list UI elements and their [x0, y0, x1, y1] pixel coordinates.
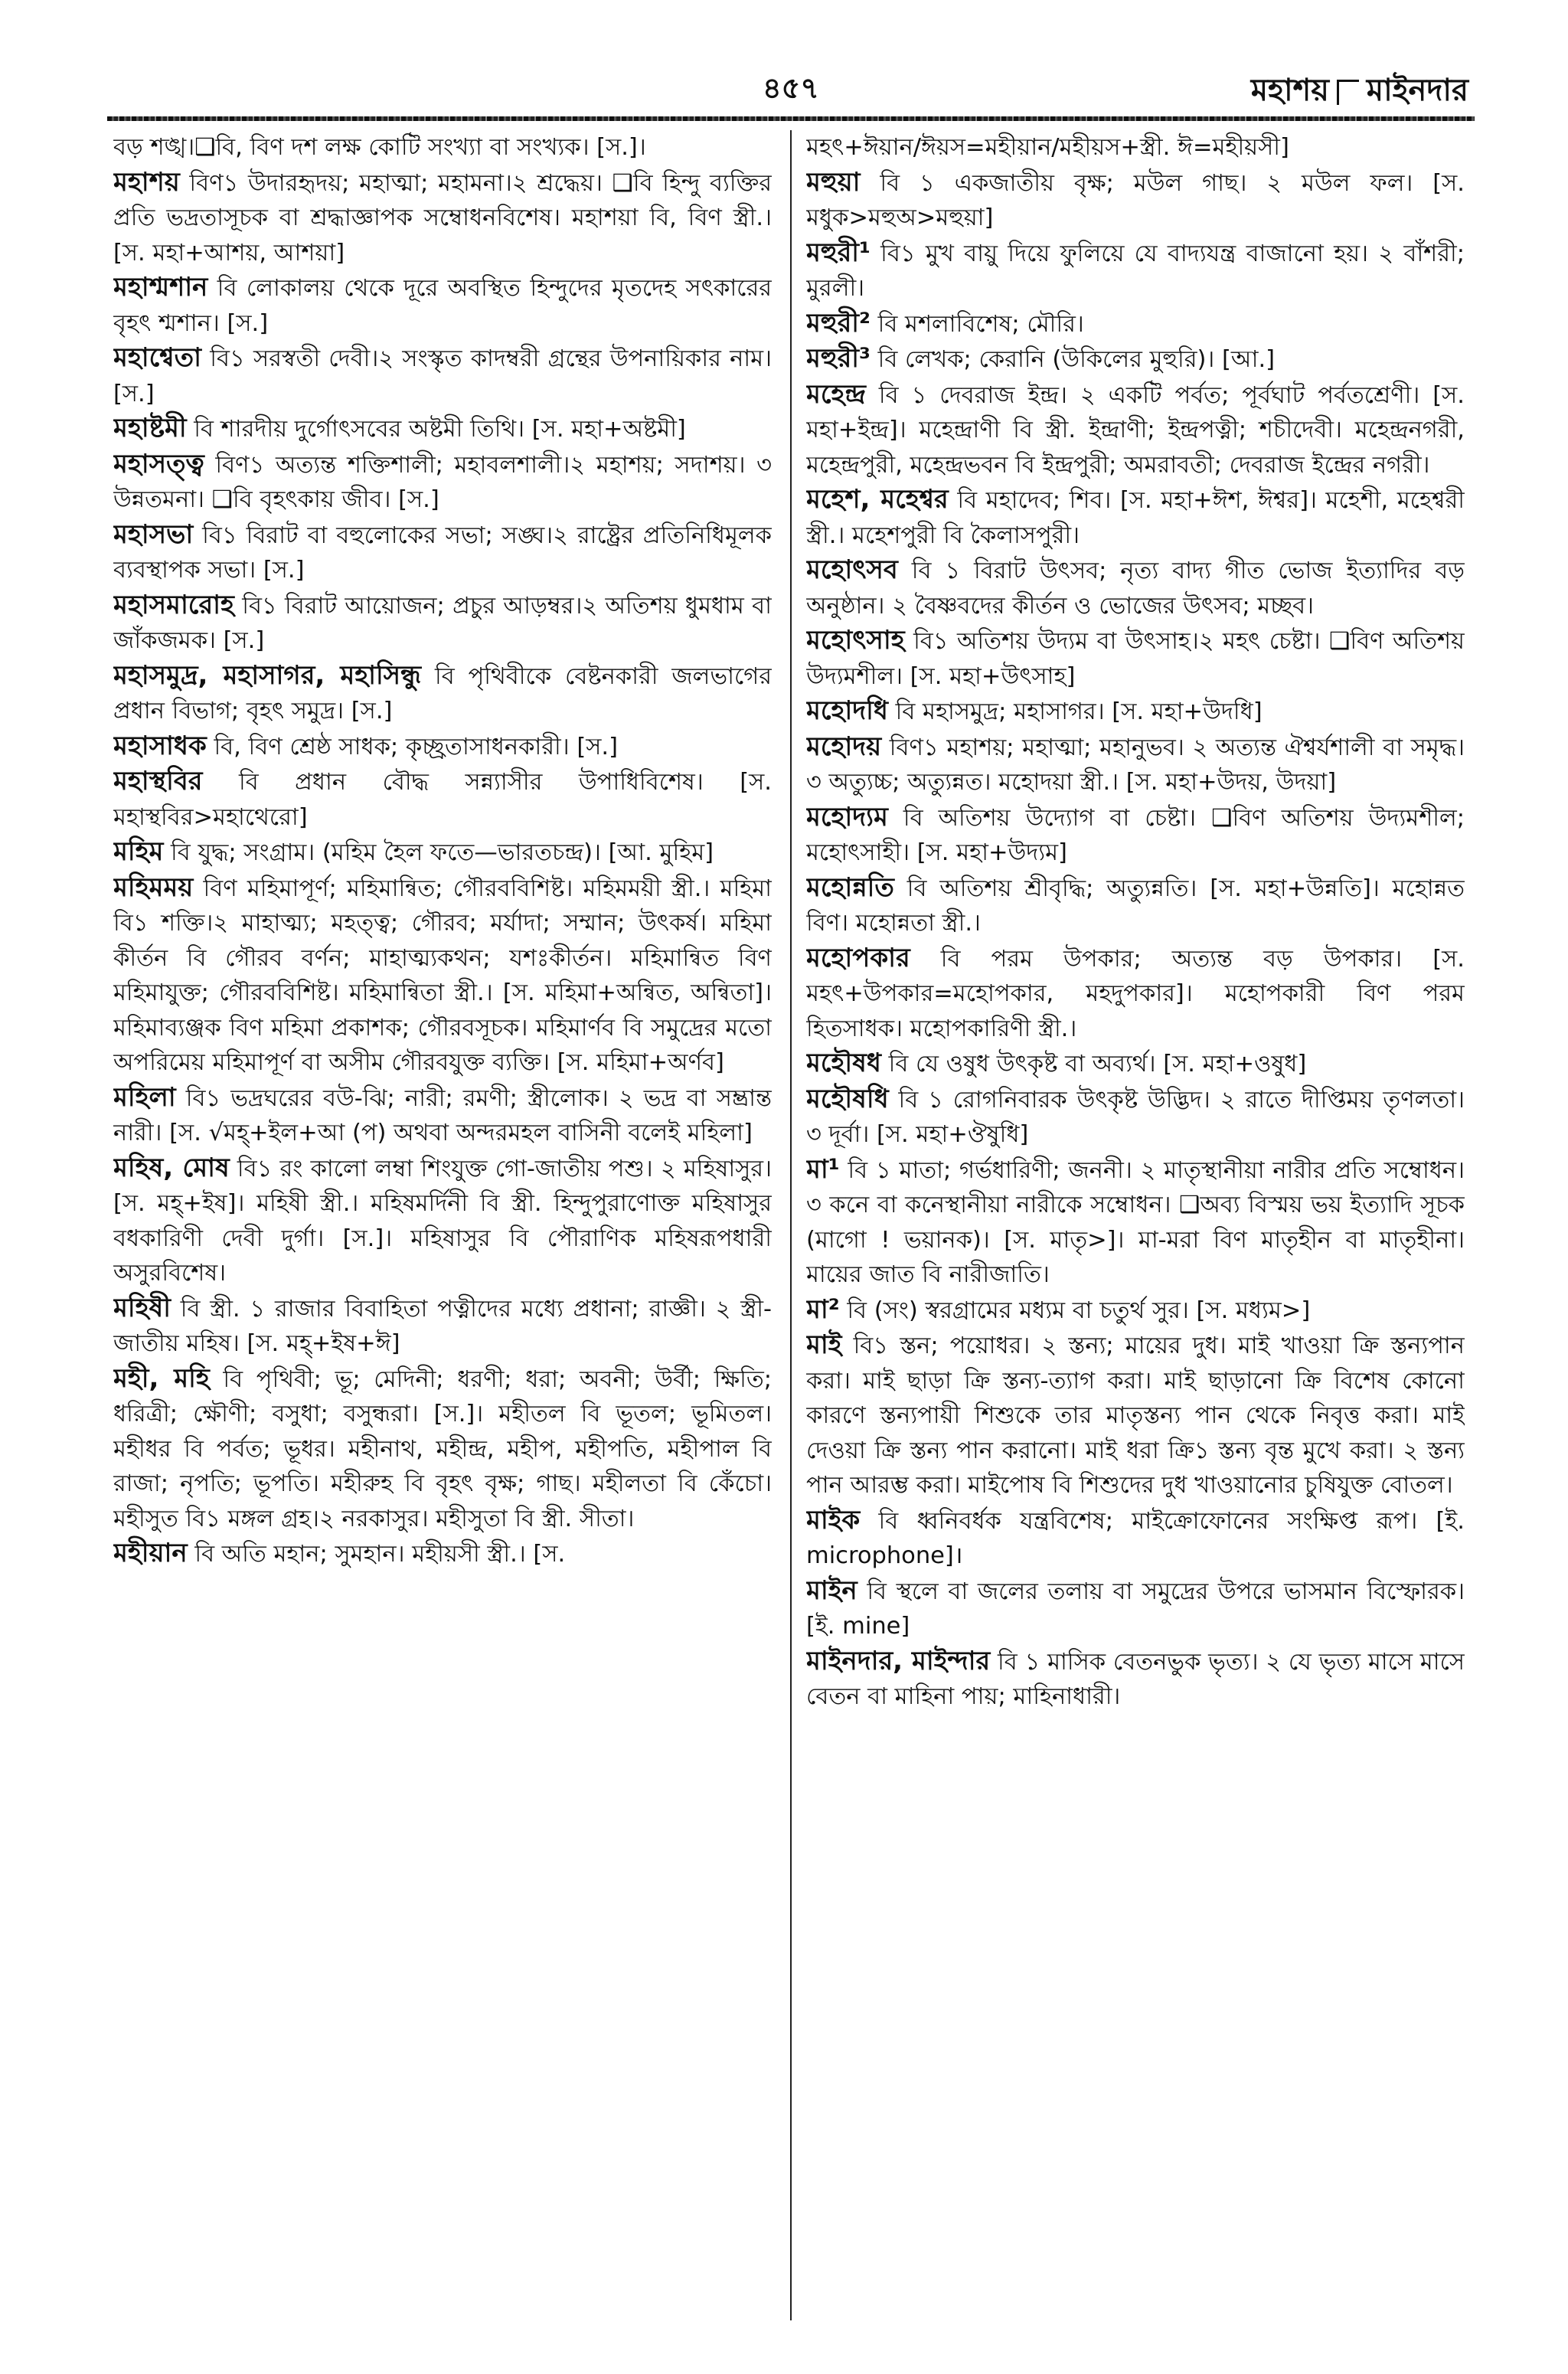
- entry-headword: মহিম: [113, 836, 164, 867]
- entry-headword: মহাশয়: [113, 166, 180, 198]
- dictionary-entry: [806, 378, 1465, 483]
- entry-headword: মহোৎসাহ: [806, 625, 905, 656]
- entry-definition: বি লেখক; কেরানি (উকিলের মুহুরি)। [আ.]: [870, 346, 1276, 373]
- entry-headword: মহাষ্টমী: [113, 413, 187, 443]
- entry-headword: মাইন: [806, 1574, 858, 1606]
- dictionary-entry: [113, 130, 772, 165]
- dictionary-entry: [806, 306, 1465, 342]
- entry-headword: মহুয়া: [806, 166, 861, 198]
- dictionary-entry: [113, 447, 772, 518]
- dictionary-entry: [113, 1536, 772, 1572]
- dictionary-entry: [113, 518, 772, 588]
- entry-definition: বি, বিণ শ্রেষ্ঠ সাধক; কৃচ্ছ্রতাসাধনকারী। [স.]: [206, 733, 619, 760]
- entry-definition: বিণ মহিমাপূর্ণ; মহিমান্বিত; গৌরববিশিষ্ট। মহিমময়ী স্ত্রী.। মহিমা বি১ শক্তি।২ মাহাত্ম্য; মহত্ত্ব; গৌরব; মর্যাদা; সম্মান; উৎকর্ষ। মহিমা কীর্তন বি গৌরব বর্ণন; মাহাত্ম্যকথন; যশঃকীর্তন। মহিমান্বিত বিণ মহিমাযুক্ত; গৌরববিশিষ্ট। মহিমান্বিতা স্ত্রী.। [স. মহিমা+অন্বিত, অন্বিতা]। মহিমাব্যঞ্জক বিণ মহিমা প্রকাশক; গৌরবসূচক। মহিমার্ণব বি সমুদ্রের মতো অপরিমেয় মহিমাপূর্ণ বা অসীম গৌরবযুক্ত ব্যক্তি। [স. মহিমা+অর্ণব]: [113, 875, 772, 1076]
- dictionary-entry: [806, 236, 1465, 306]
- entry-definition: বি ধ্বনিবর্ধক যন্ত্রবিশেষ; মাইক্রোফোনের সংক্ষিপ্ত রূপ। [ই. microphone]।: [806, 1507, 1465, 1569]
- dictionary-entry: [113, 1151, 772, 1291]
- running-head-separator: [1337, 80, 1359, 105]
- running-head-last-word: মাইনদার: [1366, 73, 1468, 108]
- entry-definition: বি১ অতিশয় উদ্যম বা উৎসাহ।২ মহৎ চেষ্টা। ❑বিণ অতিশয় উদ্যমশীল। [স. মহা+উৎসাহ]: [806, 628, 1465, 690]
- entry-headword: মহীয়ান: [113, 1538, 188, 1568]
- entry-definition: বি১ সরস্বতী দেবী।২ সংস্কৃত কাদম্বরী গ্রন্থের উপনায়িকার নাম। [স.]: [113, 345, 772, 407]
- page-header: [113, 61, 1468, 115]
- entry-headword: মহোৎসব: [806, 554, 898, 585]
- entry-definition: বি ১ মাতা; গর্ভধারিণী; জননী। ২ মাতৃস্থানীয়া নারীর প্রতি সম্বোধন। ৩ কনে বা কনেস্থানীয়া নারীকে সম্বোধন। ❑অব্য বিস্ময় ভয় ইত্যাদি সূচক (মাগো ! ভয়ানক)। [স. মাতৃ>]। মা-মরা বিণ মাতৃহীন বা মাতৃহীনা। মায়ের জাত বি নারীজাতি।: [806, 1156, 1465, 1288]
- column-divider: [790, 130, 792, 2320]
- entry-headword: মাই: [806, 1329, 842, 1360]
- dictionary-entry: [113, 270, 772, 341]
- dictionary-entry: [113, 871, 772, 1081]
- entry-definition: বি (সং) স্বরগ্রামের মধ্যম বা চতুর্থ সুর। [স. মধ্যম>]: [839, 1297, 1311, 1324]
- entry-headword: মহিষ, মোষ: [113, 1152, 230, 1183]
- dictionary-entry: [113, 411, 772, 447]
- entry-headword: মহেন্দ্র: [806, 378, 866, 410]
- dictionary-entry: [806, 1046, 1465, 1082]
- dictionary-entry: [806, 1153, 1465, 1293]
- entry-definition: বড় শঙ্খ।❑বি, বিণ দশ লক্ষ কোটি সংখ্যা বা সংখ্যক। [স.]।: [113, 134, 646, 161]
- entry-headword: মহাশ্মশান: [113, 272, 208, 302]
- dictionary-entry: [806, 871, 1465, 941]
- entry-definition: বি মহাদেব; শিব। [স. মহা+ঈশ, ঈশ্বর]। মহেশী, মহেশ্বরী স্ত্রী.। মহেশপুরী বি কৈলাসপুরী।: [806, 487, 1465, 549]
- entry-headword: মহোদ্যম: [806, 801, 888, 832]
- dictionary-entry: [806, 342, 1465, 378]
- entry-definition: বি১ মুখ বায়ু দিয়ে ফুলিয়ে যে বাদ্যযন্ত্র বাজানো হয়। ২ বাঁশরী; মুরলী।: [806, 240, 1465, 302]
- entry-headword: মহাসাধক: [113, 730, 207, 761]
- entry-headword: মহোন্নতি: [806, 871, 894, 903]
- entry-headword: মহিলা: [113, 1081, 176, 1113]
- entry-headword: মহাস্থবির: [113, 766, 203, 796]
- dictionary-entry: [806, 130, 1465, 165]
- dictionary-entry: [806, 1644, 1465, 1715]
- entry-definition: বি১ স্তন; পয়োধর। ২ স্তন্য; মায়ের দুধ। মাই খাওয়া ক্রি স্তন্যপান করা। মাই ছাড়া ক্রি স্তন্য-ত্যাগ করা। মাই ছাড়ানো ক্রি বিশেষ কোনো কারণে স্তন্যপায়ী শিশুকে তার মাতৃস্তন্য পান থেকে নিবৃত্ত করা। মাই দেওয়া ক্রি স্তন্য পান করানো। মাই ধরা ক্রি১ স্তন্য বৃন্ত মুখে করা। ২ স্তন্য পান আরম্ভ করা। মাইপোষ বি শিশুদের দুধ খাওয়ানোর চুষিযুক্ত বোতল।: [806, 1333, 1465, 1499]
- dictionary-entry: [113, 835, 772, 871]
- dictionary-entry: [806, 730, 1465, 800]
- dictionary-entry: [806, 941, 1465, 1047]
- entry-definition: বিণ১ অত্যন্ত শক্তিশালী; মহাবলশালী।২ মহাশয়; সদাশয়। ৩ উন্নতমনা। ❑বি বৃহৎকায় জীব। [স.]: [113, 451, 772, 513]
- dictionary-entry: [113, 341, 772, 411]
- entry-definition: বি ১ মাসিক বেতনভুক ভৃত্য। ২ যে ভৃত্য মাসে মাসে বেতন বা মাহিনা পায়; মাহিনাধারী।: [806, 1648, 1465, 1710]
- entry-headword: মহেশ, মহেশ্বর: [806, 484, 949, 515]
- dictionary-entry: [113, 1081, 772, 1151]
- entry-headword: মা²: [806, 1293, 840, 1325]
- header-rule: [107, 116, 1475, 121]
- entry-definition: বি মহাসমুদ্র; মহাসাগর। [স. মহা+উদধি]: [887, 698, 1263, 725]
- entry-definition: বি যে ওষুধ উৎকৃষ্ট বা অব্যর্থ। [স. মহা+ওষুধ]: [880, 1051, 1307, 1077]
- entry-headword: মহী, মহি: [113, 1362, 210, 1394]
- dictionary-entry: [806, 1082, 1465, 1153]
- dictionary-entry: [113, 165, 772, 271]
- entry-headword: মহোপকার: [806, 942, 910, 973]
- entry-definition: বি১ বিরাট আয়োজন; প্রচুর আড়ম্বর।২ অতিশয় ধুমধাম বা জাঁকজমক। [স.]: [113, 592, 772, 654]
- entry-definition: বি অতিশয় উদ্যোগ বা চেষ্টা। ❑বিণ অতিশয় উদ্যমশীল; মহোৎসাহী। [স. মহা+উদ্যম]: [806, 804, 1465, 866]
- entry-headword: মহুরী¹: [806, 237, 871, 268]
- entry-definition: বি স্থলে বা জলের তলায় বা সমুদ্রের উপরে ভাসমান বিস্ফোরক। [ই. mine]: [806, 1578, 1465, 1640]
- entry-definition: বি ১ বিরাট উৎসব; নৃত্য বাদ্য গীত ভোজ ইত্যাদির বড় অনুষ্ঠান। ২ বৈষ্ণবদের কীর্তন ও ভোজের উৎসব; মচ্ছব।: [806, 558, 1465, 620]
- dictionary-entry: [806, 1503, 1465, 1574]
- running-head: [1251, 66, 1468, 117]
- entry-definition: বিণ১ মহাশয়; মহাত্মা; মহানুভব। ২ অত্যন্ত ঐশ্বর্যশালী বা সমৃদ্ধ। ৩ অত্যুচ্চ; অত্যুন্নত। মহোদয়া স্ত্রী.। [স. মহা+উদয়, উদয়া]: [806, 734, 1465, 796]
- entry-definition: বি প্রধান বৌদ্ধ সন্ন্যাসীর উপাধিবিশেষ। [স. মহাস্থবির>মহাথেরো]: [113, 769, 772, 831]
- entry-headword: মহাশ্বেতা: [113, 342, 202, 373]
- entry-definition: বিণ১ উদারহৃদয়; মহাত্মা; মহামনা।২ শ্রদ্ধেয়। ❑বি হিন্দু ব্যক্তির প্রতি ভদ্রতাসূচক বা শ্রদ্ধাজ্ঞাপক সম্বোধনবিশেষ। মহাশয়া বি, বিণ স্ত্রী.। [স. মহা+আশয়, আশয়া]: [113, 169, 772, 267]
- entry-headword: মহাসমারোহ: [113, 589, 234, 620]
- entry-headword: মহাসমুদ্র, মহাসাগর, মহাসিন্ধু: [113, 659, 422, 691]
- dictionary-entry: [806, 482, 1465, 553]
- entry-headword: মাইনদার, মাইন্দার: [806, 1645, 991, 1676]
- entry-definition: বি১ বিরাট বা বহুলোকের সভা; সঙ্ঘ।২ রাষ্ট্রের প্রতিনিধিমূলক ব্যবস্থাপক সভা। [স.]: [113, 522, 772, 584]
- dictionary-entry: [806, 623, 1465, 694]
- entry-headword: মহৌষধ: [806, 1048, 881, 1078]
- entry-headword: মহৌষধি: [806, 1083, 889, 1114]
- page-number: ৪৫৭: [762, 71, 820, 105]
- entry-definition: বি লোকালয় থেকে দূরে অবস্থিত হিন্দুদের মৃতদেহ সৎকারের বৃহৎ শ্মশান। [স.]: [113, 275, 772, 337]
- entry-definition: বি পৃথিবী; ভূ; মেদিনী; ধরণী; ধরা; অবনী; উর্বী; ক্ষিতি; ধরিত্রী; ক্ষৌণী; বসুধা; বসুন্ধরা। [স.]। মহীতল বি ভূতল; ভূমিতল। মহীধর বি পর্বত; ভূধর। মহীনাথ, মহীন্দ্র, মহীপ, মহীপতি, মহীপাল বি রাজা; নৃপতি; ভূপতি। মহীরুহ বি বৃহৎ বৃক্ষ; গাছ। মহীলতা বি কেঁচো। মহীসুত বি১ মঙ্গল গ্রহ।২ নরকাসুর। মহীসুতা বি স্ত্রী. সীতা।: [113, 1365, 772, 1532]
- dictionary-entry: [113, 1291, 772, 1362]
- dictionary-entry: [806, 694, 1465, 730]
- dictionary-entry: [806, 1574, 1465, 1644]
- dictionary-entry: [113, 588, 772, 659]
- entry-definition: বি অতিশয় শ্রীবৃদ্ধি; অত্যুন্নতি। [স. মহা+উন্নতি]। মহোন্নত বিণ। মহোন্নতা স্ত্রী.।: [806, 875, 1465, 937]
- entry-headword: মহিমময়: [113, 871, 194, 903]
- entry-definition: বি পরম উপকার; অত্যন্ত বড় উপকার। [স. মহৎ+উপকার=মহোপকার, মহদুপকার]। মহোপকারী বিণ পরম হিতসাধক। মহোপকারিণী স্ত্রী.।: [806, 945, 1465, 1042]
- entry-definition: বি ১ দেবরাজ ইন্দ্র। ২ একটি পর্বত; পূর্বঘাট পর্বতশ্রেণী। [স. মহা+ইন্দ্র]। মহেন্দ্রাণী বি স্ত্রী. ইন্দ্রাণী; ইন্দ্রপত্নী; শচীদেবী। মহেন্দ্রনগরী, মহেন্দ্রপুরী, মহেন্দ্রভবন বি ইন্দ্রপুরী; অমরাবতী; দেবরাজ ইন্দ্রের নগরী।: [806, 381, 1465, 479]
- dictionary-entry: [113, 1362, 772, 1537]
- left-column: [113, 130, 772, 2320]
- dictionary-entry: [113, 764, 772, 835]
- dictionary-page: [113, 46, 1468, 2328]
- dictionary-columns: [113, 130, 1468, 2320]
- entry-headword: মহিষী: [113, 1292, 171, 1323]
- entry-definition: বি যুদ্ধ; সংগ্রাম। (মহিম হৈল ফতে—ভারতচন্দ্র)। [আ. মুহিম]: [163, 839, 714, 866]
- entry-definition: বি শারদীয় দুর্গোৎসবের অষ্টমী তিথি। [স. মহা+অষ্টমী]: [186, 416, 686, 443]
- entry-headword: মহোদধি: [806, 695, 888, 726]
- entry-headword: মহুরী²: [806, 307, 871, 338]
- dictionary-entry: [806, 1328, 1465, 1503]
- entry-definition: বি পৃথিবীকে বেষ্টনকারী জলভাগের প্রধান বিভাগ; বৃহৎ সমুদ্র। [স.]: [113, 662, 772, 724]
- dictionary-entry: [806, 1293, 1465, 1329]
- entry-definition: মহৎ+ঈয়ান/ঈয়স=মহীয়ান/মহীয়স+স্ত্রী. ঈ=মহীয়সী]: [806, 134, 1289, 161]
- entry-headword: মাইক: [806, 1504, 861, 1535]
- entry-headword: মহুরী³: [806, 343, 871, 374]
- entry-definition: বি ১ রোগনিবারক উৎকৃষ্ট উদ্ভিদ। ২ রাতে দীপ্তিময় তৃণলতা। ৩ দূর্বা। [স. মহা+ঔষুধি]: [806, 1086, 1465, 1148]
- dictionary-entry: [113, 659, 772, 729]
- entry-definition: বি১ ভদ্রঘরের বউ-ঝি; নারী; রমণী; স্ত্রীলোক। ২ ভদ্র বা সম্ভ্রান্ত নারী। [স. √মহ্+ইল+আ (প) অথবা অন্দরমহল বাসিনী বলেই মহিলা]: [113, 1084, 772, 1146]
- entry-headword: মহাসত্ত্ব: [113, 448, 204, 479]
- entry-definition: বি অতি মহান; সুমহান। মহীয়সী স্ত্রী.। [স.: [187, 1541, 566, 1568]
- dictionary-entry: [806, 165, 1465, 236]
- dictionary-entry: [806, 553, 1465, 623]
- entry-definition: বি ১ একজাতীয় বৃক্ষ; মউল গাছ। ২ মউল ফল। [স. মধুক>মহুঅ>মহুয়া]: [806, 169, 1465, 231]
- entry-headword: মা¹: [806, 1153, 840, 1185]
- entry-definition: বি স্ত্রী. ১ রাজার বিবাহিতা পত্নীদের মধ্যে প্রধানা; রাজ্ঞী। ২ স্ত্রী-জাতীয় মহিষ। [স. মহ্+ইষ+ঈ]: [113, 1295, 772, 1357]
- dictionary-entry: [113, 729, 772, 765]
- entry-headword: মহোদয়: [806, 731, 882, 762]
- entry-definition: বি মশলাবিশেষ; মৌরি।: [870, 310, 1084, 338]
- running-head-first-word: মহাশয়: [1250, 73, 1329, 108]
- dictionary-entry: [806, 800, 1465, 871]
- entry-headword: মহাসভা: [113, 518, 194, 550]
- entry-definition: বি১ রং কালো লম্বা শিংযুক্ত গো-জাতীয় পশু। ২ মহিষাসুর। [স. মহ্+ইষ]। মহিষী স্ত্রী.। মহিষমর্দিনী বি স্ত্রী. হিন্দুপুরাণোক্ত মহিষাসুর বধকারিণী দেবী দুর্গা। [স.]। মহিষাসুর বি পৌরাণিক মহিষরূপধারী অসুরবিশেষ।: [113, 1155, 772, 1287]
- right-column: [806, 130, 1465, 2320]
